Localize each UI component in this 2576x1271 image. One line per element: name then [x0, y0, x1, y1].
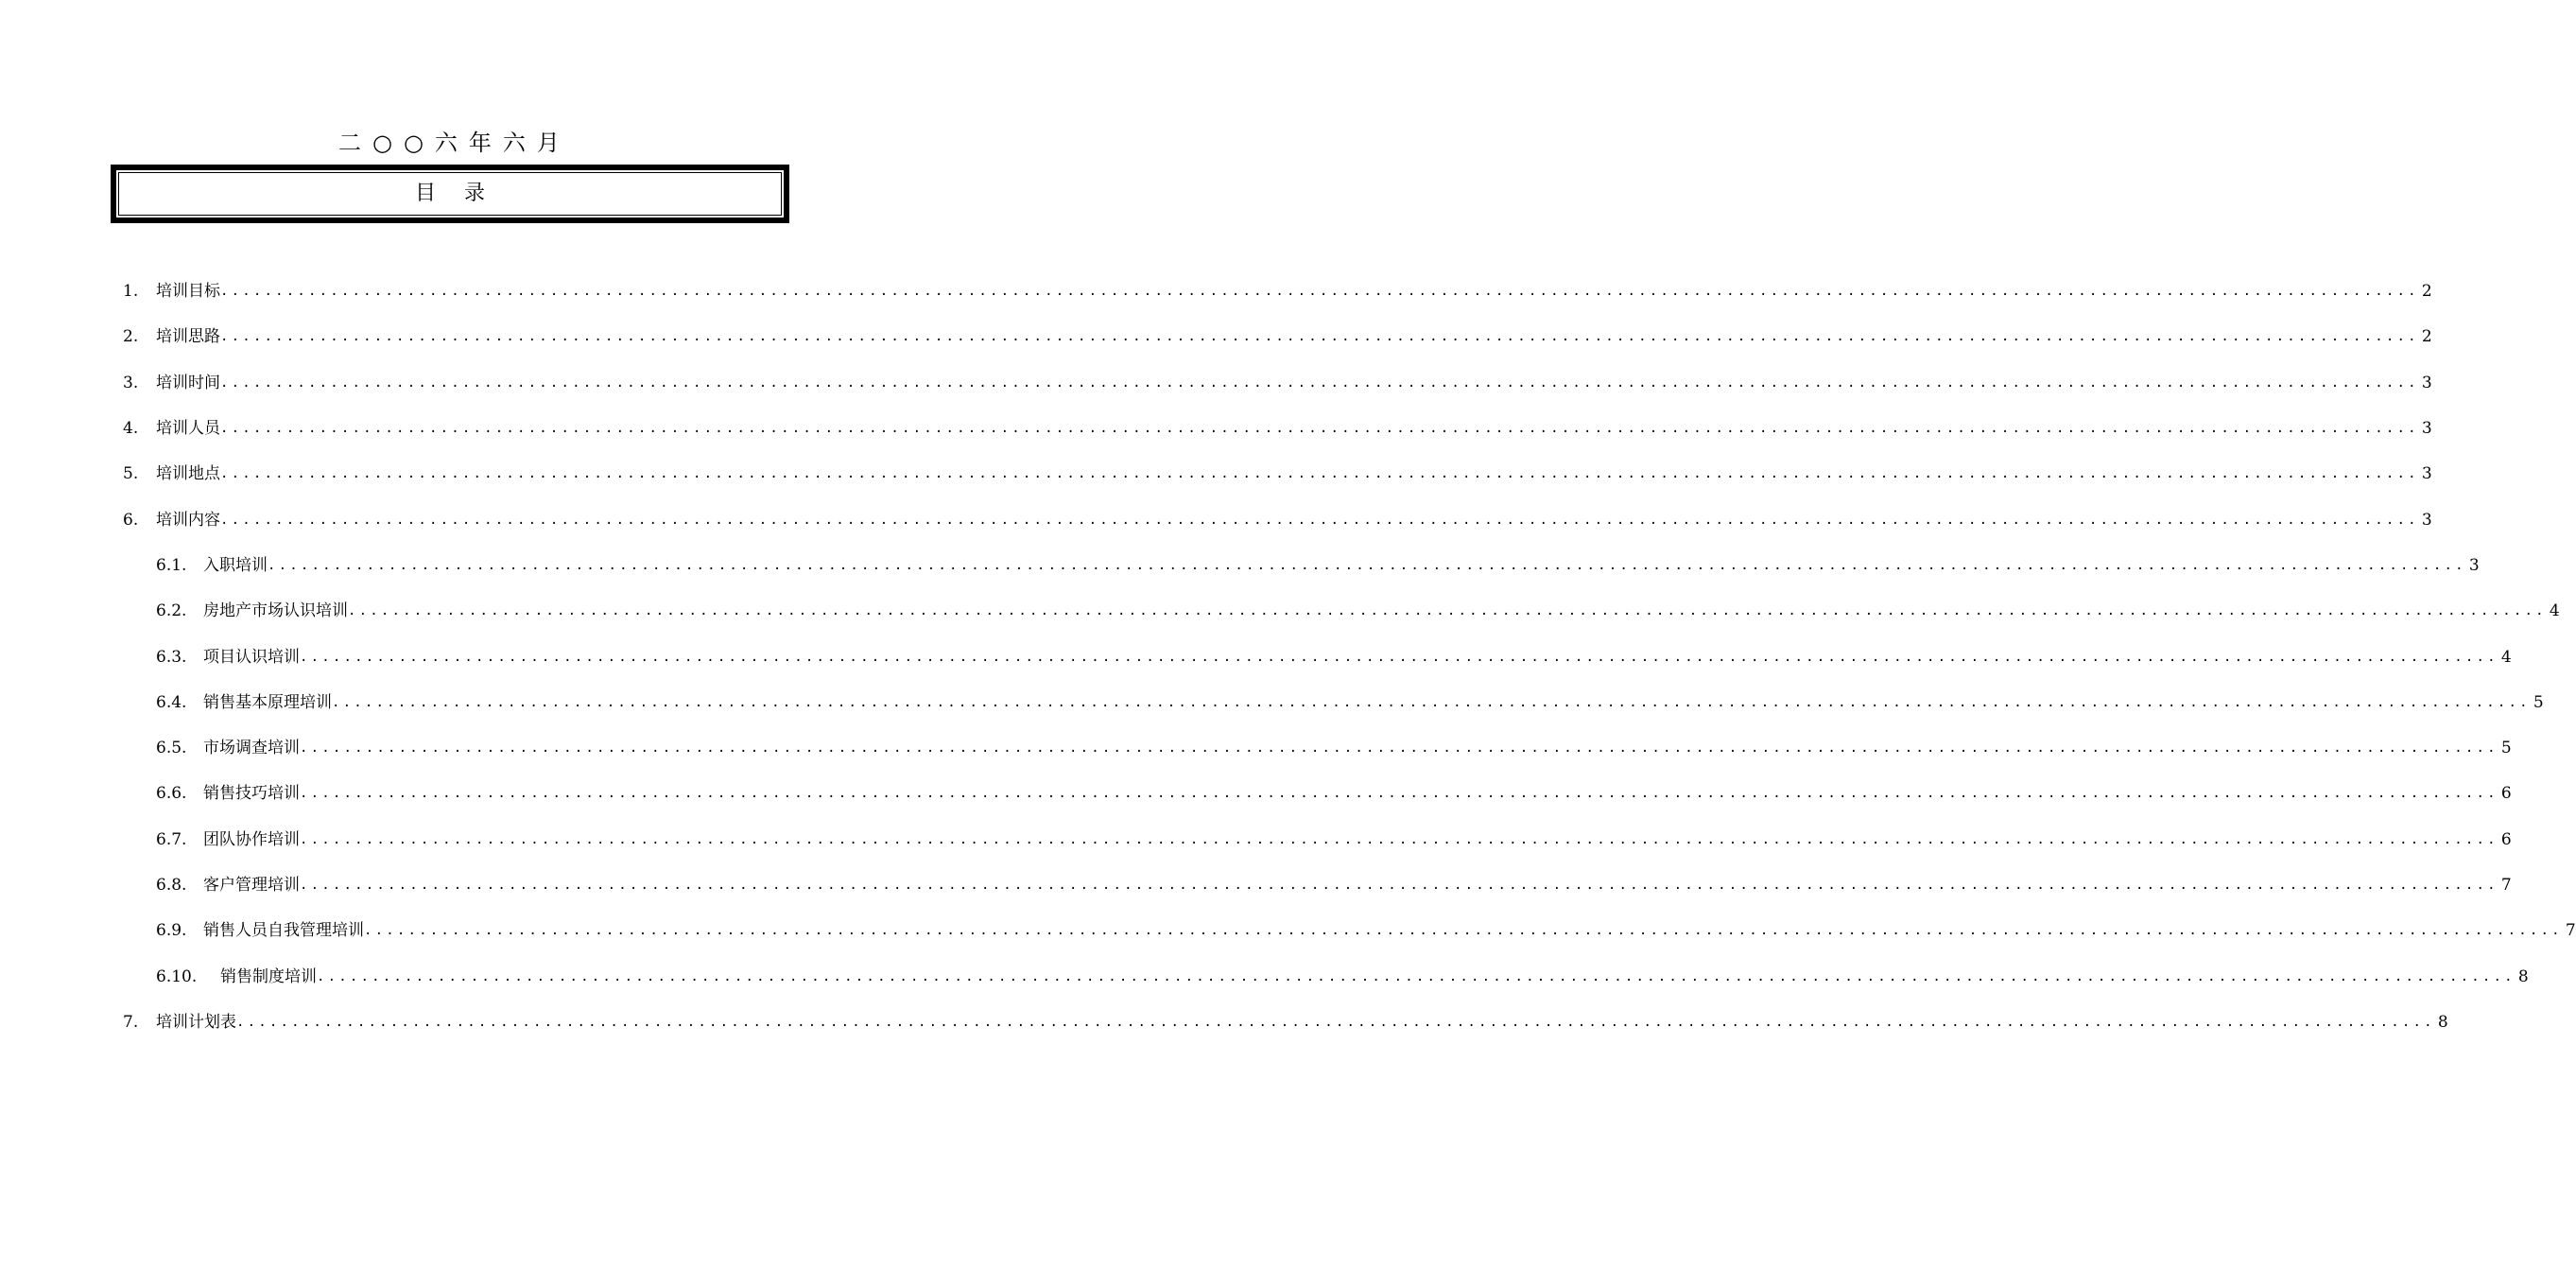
- toc-subentry[interactable]: [123, 862, 2512, 908]
- toc-entry-number: 6.5.: [156, 739, 187, 758]
- toc-entry-title: 团队协作培训: [203, 829, 300, 849]
- toc-leader-dots: ........................................................................................................................................................................................................: [236, 1014, 2435, 1030]
- toc-entry-number: 7.: [123, 1012, 139, 1032]
- toc-leader-dots: ........................................................................................................................................................................................................: [317, 968, 2515, 984]
- toc-entry-page: 8: [2517, 966, 2529, 986]
- toc-entry-title: 项目认识培训: [203, 647, 300, 667]
- toc-subentry[interactable]: [123, 908, 2576, 953]
- toc-leader-dots: ........................................................................................................................................................................................................: [220, 512, 2419, 528]
- toc-entry-page: 2: [2421, 282, 2432, 302]
- toc-entry-title: 销售人员自我管理培训: [203, 921, 364, 941]
- toc-subentry[interactable]: [123, 817, 2512, 862]
- toc-entry-page: 5: [2533, 692, 2544, 712]
- toc-entry-title: 培训计划表: [156, 1012, 236, 1032]
- toc-leader-dots: ........................................................................................................................................................................................................: [220, 284, 2419, 300]
- toc-entry-page: 4: [2500, 647, 2512, 667]
- toc-leader-dots: ........................................................................................................................................................................................................: [348, 603, 2547, 619]
- toc-subentry[interactable]: [123, 953, 2529, 999]
- toc-entry-number: 6.9.: [156, 921, 187, 941]
- toc-entry[interactable]: [123, 360, 2432, 406]
- toc-entry-number: 3.: [123, 373, 139, 392]
- toc-subentry[interactable]: [123, 634, 2512, 679]
- document-date: 二○○六年六月: [338, 130, 571, 156]
- toc-entry-title: 销售制度培训: [220, 966, 317, 986]
- toc-leader-dots: ........................................................................................................................................................................................................: [364, 923, 2563, 939]
- toc-entry-page: 6: [2500, 784, 2512, 804]
- toc-entry-number: 6.2.: [156, 601, 187, 621]
- toc-subentry[interactable]: [123, 725, 2512, 771]
- toc-leader-dots: ........................................................................................................................................................................................................: [300, 878, 2498, 893]
- toc-entry-number: 2.: [123, 327, 139, 347]
- toc-subentry[interactable]: [123, 543, 2480, 588]
- toc-entry-title: 培训思路: [156, 327, 220, 347]
- toc-entry-number: 6.4.: [156, 692, 187, 712]
- toc-title: 目录: [414, 182, 513, 205]
- toc-leader-dots: ........................................................................................................................................................................................................: [220, 374, 2419, 391]
- toc-entry-page: 7: [2500, 876, 2512, 895]
- toc-leader-dots: ........................................................................................................................................................................................................: [220, 421, 2419, 437]
- toc-entry-number: 6.7.: [156, 829, 187, 849]
- toc-entry-number: 5.: [123, 464, 139, 484]
- toc-entry-title: 销售技巧培训: [203, 784, 300, 804]
- toc-leader-dots: ........................................................................................................................................................................................................: [300, 740, 2498, 757]
- toc-entry-title: 房地产市场认识培训: [203, 601, 348, 621]
- toc-entry[interactable]: [123, 406, 2432, 451]
- toc-entry-number: 6.1.: [156, 555, 187, 575]
- table-of-contents: [123, 269, 2576, 1045]
- toc-subentry[interactable]: [123, 588, 2560, 634]
- toc-entry-title: 培训地点: [156, 464, 220, 484]
- toc-entry-page: 2: [2421, 327, 2432, 347]
- toc-entry-title: 客户管理培训: [203, 876, 300, 895]
- toc-entry-title: 培训内容: [156, 510, 220, 530]
- toc-leader-dots: ........................................................................................................................................................................................................: [220, 466, 2419, 482]
- toc-entry-title: 培训时间: [156, 373, 220, 392]
- toc-leader-dots: ........................................................................................................................................................................................................: [332, 694, 2531, 710]
- toc-entry-number: 6.: [123, 510, 139, 530]
- toc-entry-number: 4.: [123, 419, 139, 439]
- toc-entry-title: 培训人员: [156, 419, 220, 439]
- toc-leader-dots: ........................................................................................................................................................................................................: [220, 329, 2419, 345]
- toc-entry[interactable]: [123, 1000, 2448, 1045]
- toc-leader-dots: ........................................................................................................................................................................................................: [300, 831, 2498, 847]
- toc-entry-number: 6.3.: [156, 647, 187, 667]
- toc-title-box: [111, 165, 789, 223]
- toc-entry-page: 5: [2500, 739, 2512, 758]
- toc-entry-page: 7: [2565, 921, 2576, 941]
- toc-subentry[interactable]: [123, 771, 2512, 816]
- toc-entry[interactable]: [123, 496, 2432, 542]
- toc-leader-dots: ........................................................................................................................................................................................................: [268, 557, 2466, 573]
- toc-entry-title: 培训目标: [156, 282, 220, 302]
- toc-entry-title: 销售基本原理培训: [203, 692, 332, 712]
- toc-entry-page: 3: [2421, 373, 2432, 392]
- toc-entry-page: 3: [2421, 510, 2432, 530]
- toc-leader-dots: ........................................................................................................................................................................................................: [300, 786, 2498, 802]
- toc-entry-number: 1.: [123, 282, 139, 302]
- toc-entry[interactable]: [123, 314, 2432, 359]
- toc-entry-page: 6: [2500, 829, 2512, 849]
- toc-entry[interactable]: [123, 451, 2432, 496]
- toc-entry-page: 3: [2468, 555, 2480, 575]
- toc-entry-title: 入职培训: [203, 555, 268, 575]
- toc-entry[interactable]: [123, 269, 2432, 314]
- toc-subentry[interactable]: [123, 680, 2544, 725]
- toc-leader-dots: ........................................................................................................................................................................................................: [300, 649, 2498, 665]
- toc-entry-title: 市场调查培训: [203, 739, 300, 758]
- toc-entry-page: 3: [2421, 464, 2432, 484]
- toc-entry-number: 6.10.: [156, 966, 198, 986]
- toc-entry-number: 6.8.: [156, 876, 187, 895]
- toc-entry-page: 4: [2549, 601, 2560, 621]
- toc-entry-page: 8: [2437, 1012, 2448, 1032]
- toc-entry-number: 6.6.: [156, 784, 187, 804]
- toc-entry-page: 3: [2421, 419, 2432, 439]
